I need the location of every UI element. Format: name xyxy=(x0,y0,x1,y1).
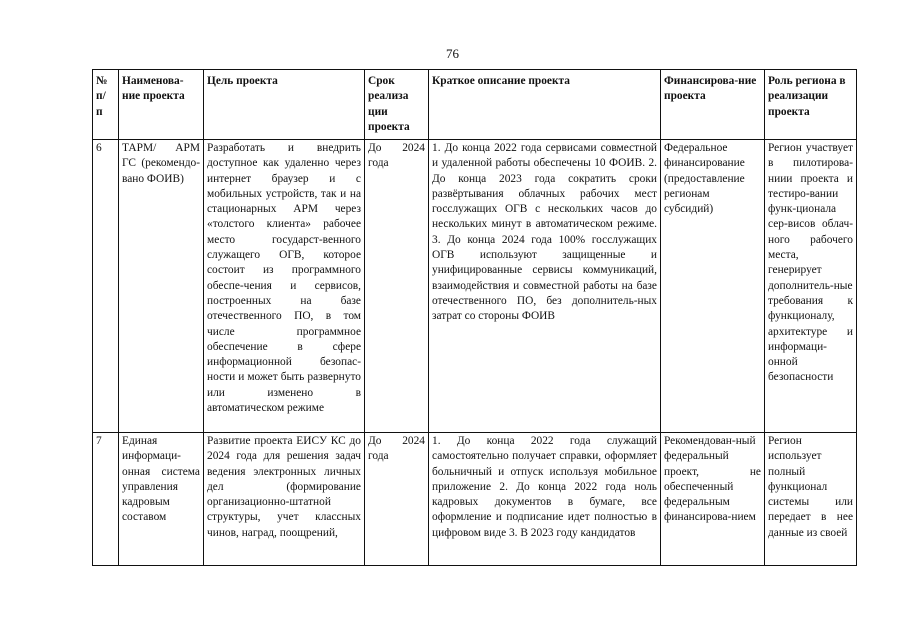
header-region-role: Роль региона в реализации проекта xyxy=(765,70,857,140)
cell-number: 6 xyxy=(93,140,119,433)
cell-project-name: ТАРМ/ АРМ ГС (рекомендо-вано ФОИВ) xyxy=(119,140,204,433)
cell-region-role: Регион использует полный функционал системы или передает в нее данные из своей xyxy=(765,433,857,566)
cell-project-name: Единая информаци-онная система управления кадровым составом xyxy=(119,433,204,566)
table-row xyxy=(93,140,857,433)
project-table xyxy=(92,69,857,566)
cell-project-goal: Развитие проекта ЕИСУ КС до 2024 года для решения задач ведения электронных личных дел (формирование организационно-штатной структуры, учет классных чинов, наград, поощрений, xyxy=(204,433,365,566)
cell-number: 7 xyxy=(93,433,119,566)
header-project-goal: Цель проекта xyxy=(204,70,365,140)
cell-project-description: 1. До конца 2022 года служащий самостоятельно получает справки, оформляет больничный и отпуск используя мобильное приложение 2. До конца 2022 года ноль кадровых документов в бумаге, все оформление и подписание идет полностью в цифровом виде 3. В 2023 году кандидатов xyxy=(429,433,661,566)
cell-project-financing: Рекомендован-ный федеральный проект, не обеспеченный федеральным финансирова-нием xyxy=(661,433,765,566)
header-project-name: Наименова-ние проекта xyxy=(119,70,204,140)
cell-project-financing: Федеральное финансирование (предоставление регионам субсидий) xyxy=(661,140,765,433)
table-row xyxy=(93,433,857,566)
header-project-term: Срок реализа ции проекта xyxy=(365,70,429,140)
cell-project-term: До 2024 года xyxy=(365,433,429,566)
table-header-row xyxy=(93,70,857,140)
header-project-financing: Финансирова-ние проекта xyxy=(661,70,765,140)
page-number: 76 xyxy=(446,46,459,61)
header-number: № п/ п xyxy=(93,70,119,140)
header-project-description: Краткое описание проекта xyxy=(429,70,661,140)
cell-project-term: До 2024 года xyxy=(365,140,429,433)
cell-project-goal: Разработать и внедрить доступное как удаленно через интернет браузер и с мобильных устройств, так и на стационарных АРМ через «толстого клиента» рабочее место государст-венного служащего ОГВ, которое состоит из программного обеспе-чения и сервисов, построенных на базе отечественного ПО, в том числе программное обеспечение в сфере информационной безопас-ности и может быть развернуто или изменено в автоматическом режиме xyxy=(204,140,365,433)
cell-region-role: Регион участвует в пилотирова-ниии проекта и тестиро-вании функ-ционала сер-висов облач-ного рабочего места, генерирует дополнитель-ные требования к функционалу, архитектуре и информаци-онной безопасности xyxy=(765,140,857,433)
cell-project-description: 1. До конца 2022 года сервисами совместной и удаленной работы обеспечены 10 ФОИВ. 2. До конца 2023 года сократить сроки развёртывания облачных рабочих мест госслужащих ОГВ с нескольких часов до нескольких минут в автоматическом режиме. 3. До конца 2024 года 100% госслужащих ОГВ используют защищенные и унифицированные сервисы коммуникаций, взаимодействия и совместной работы на базе отечественного ПО, без дополнитель-ных затрат со стороны ФОИВ xyxy=(429,140,661,433)
